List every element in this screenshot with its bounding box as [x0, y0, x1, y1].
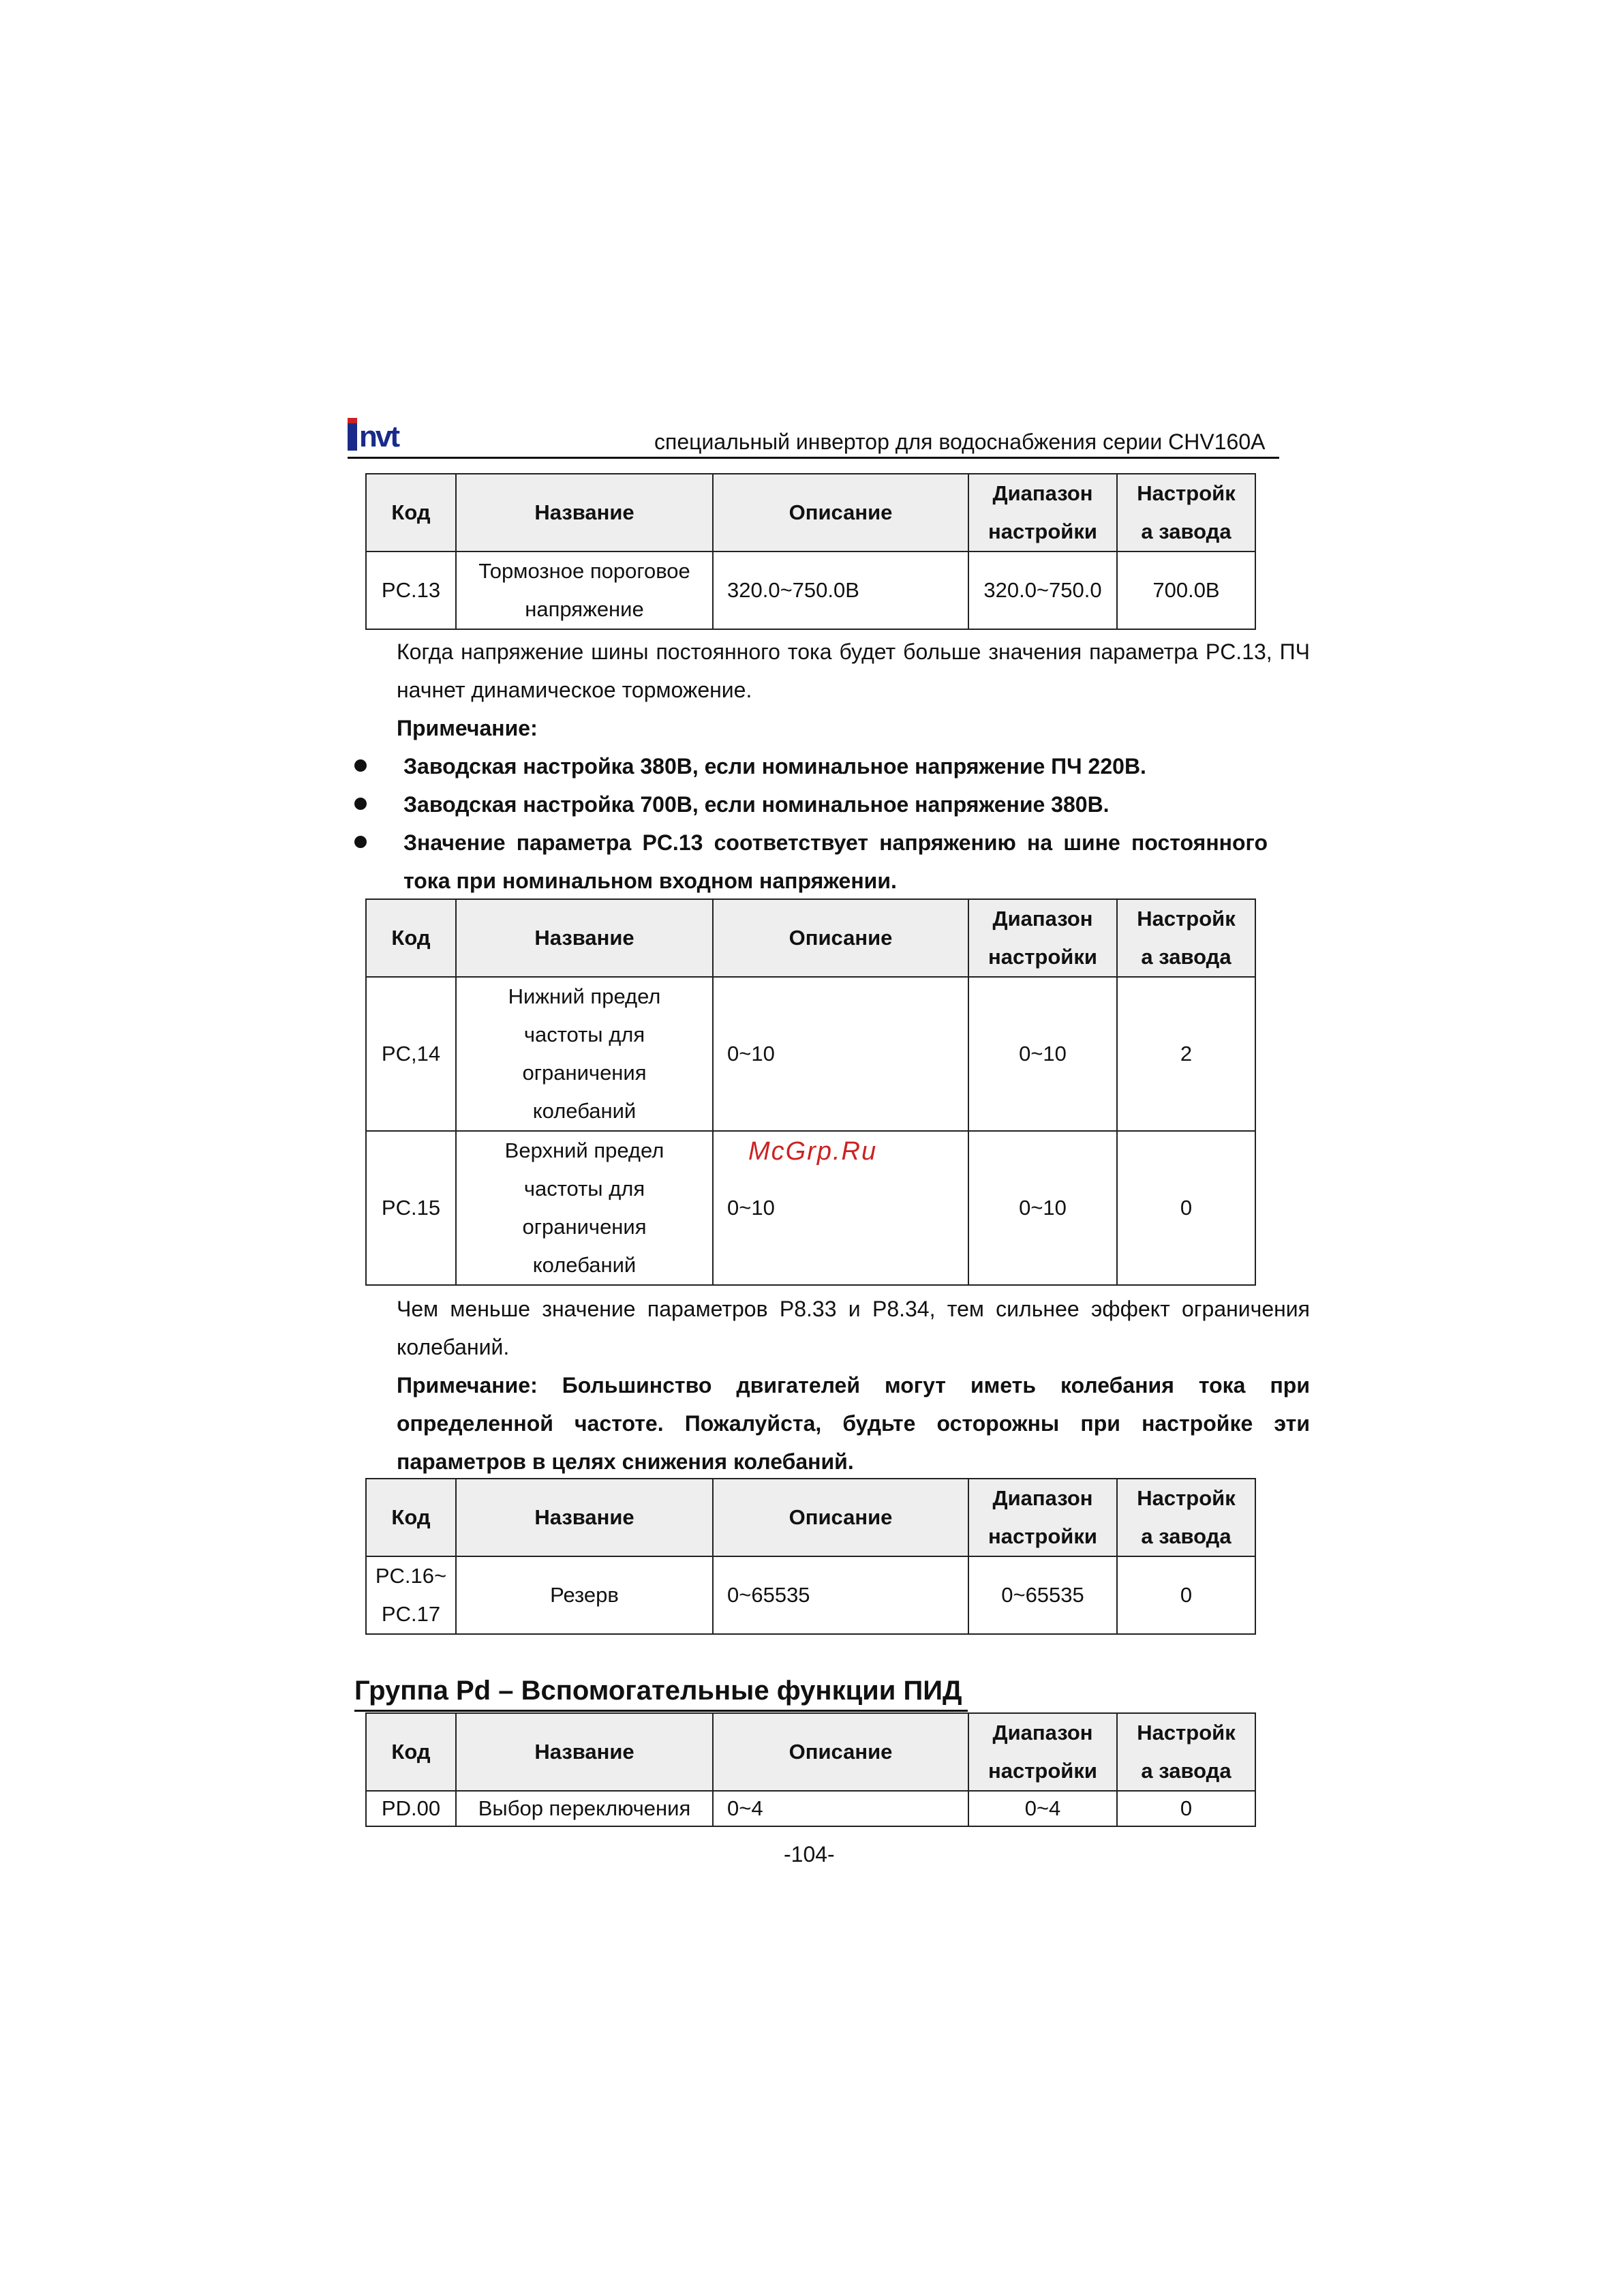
col-name: Название [456, 1479, 713, 1556]
cell-range: 0~65535 [968, 1556, 1117, 1634]
col-default [1117, 899, 1255, 977]
cell-code-line: PC.16~ [375, 1564, 447, 1588]
col-description: Описание [713, 1713, 968, 1791]
bullet-text: Заводская настройка 700В, если номинальное напряжение 380В. [403, 792, 1110, 817]
section-title-underline [354, 1710, 968, 1712]
cell-name-line: Нижний предел [508, 984, 661, 1008]
cell-code-line: PC.17 [381, 1602, 441, 1626]
cell-description: 0~10 [713, 977, 968, 1131]
cell-name [456, 977, 713, 1131]
cell-name-line: ограничения [522, 1215, 647, 1239]
cell-name-line: Верхний предел [504, 1138, 664, 1162]
parameter-table-pc13 [365, 473, 1256, 630]
document-header-title: специальный инвертор для водоснабжения серии CHV160A [654, 429, 1266, 454]
cell-default: 0 [1117, 1556, 1255, 1634]
header-divider [348, 457, 1279, 459]
table-header-row [366, 899, 1255, 977]
table-row [366, 552, 1255, 629]
col-code: Код [366, 1713, 456, 1791]
cell-default: 0 [1117, 1131, 1255, 1285]
col-range-line2: настройки [988, 1759, 1097, 1783]
col-range-line1: Диапазон [992, 907, 1093, 931]
parameter-table-pc14-pc15 [365, 898, 1256, 1286]
cell-name [456, 1131, 713, 1285]
cell-name: Выбор переключения [456, 1791, 713, 1826]
cell-code: PC.15 [366, 1131, 456, 1285]
cell-description: 320.0~750.0В [713, 552, 968, 629]
bullet-text: Значение параметра PC.13 соответствует напряжению на шине постоянного тока при номинальном входном напряжении. [403, 830, 1268, 893]
col-range-line2: настройки [988, 519, 1097, 543]
bullet-text: Заводская настройка 380В, если номинальное напряжение ПЧ 220В. [403, 754, 1146, 779]
cell-name: Резерв [456, 1556, 713, 1634]
list-item [354, 824, 1268, 900]
note-oscillation [354, 1366, 1310, 1481]
col-default-line1: Настройк [1137, 1721, 1236, 1744]
table-header-row [366, 1713, 1255, 1791]
cell-range: 0~4 [968, 1791, 1117, 1826]
list-item [354, 747, 1268, 785]
col-default-line1: Настройк [1137, 907, 1236, 931]
cell-code: PC.13 [366, 552, 456, 629]
cell-name-line: ограничения [522, 1061, 647, 1085]
cell-code: PC,14 [366, 977, 456, 1131]
cell-range: 0~10 [968, 977, 1117, 1131]
col-default [1117, 474, 1255, 552]
note-label: Примечание: [397, 1373, 538, 1398]
invt-logo [348, 418, 423, 451]
table-header-row [366, 474, 1255, 552]
table-row [366, 977, 1255, 1131]
table-row [366, 1791, 1255, 1826]
table-row [366, 1556, 1255, 1634]
table-header-row [366, 1479, 1255, 1556]
col-default-line2: а завода [1141, 519, 1231, 543]
bullet-icon [354, 836, 367, 848]
svg-text:nvt: nvt [359, 420, 398, 451]
col-range [968, 474, 1117, 552]
col-range-line2: настройки [988, 945, 1097, 969]
col-default-line1: Настройк [1137, 481, 1236, 505]
col-range [968, 1713, 1117, 1791]
col-code: Код [366, 474, 456, 552]
col-default-line2: а завода [1141, 1759, 1231, 1783]
bullet-icon [354, 759, 367, 772]
cell-default: 0 [1117, 1791, 1255, 1826]
col-code: Код [366, 899, 456, 977]
col-name: Название [456, 899, 713, 977]
col-description: Описание [713, 1479, 968, 1556]
cell-name-line: колебаний [532, 1099, 637, 1123]
cell-description: 0~65535 [713, 1556, 968, 1634]
col-range [968, 1479, 1117, 1556]
cell-name-line: напряжение [525, 597, 644, 621]
col-name: Название [456, 474, 713, 552]
note-text: Большинство двигателей могут иметь колебания тока при определенной частоте. Пожалуйста, будьте осторожны при настройке эти параметров в целях снижения колебаний. [397, 1373, 1310, 1474]
page-number: -104- [784, 1842, 835, 1867]
cell-name-line: частоты для [523, 1023, 645, 1046]
cell-description: 0~4 [713, 1791, 968, 1826]
cell-name-line: частоты для [523, 1177, 645, 1200]
watermark-text: McGrp.Ru [748, 1137, 878, 1166]
col-range-line1: Диапазон [992, 1721, 1093, 1744]
col-description: Описание [713, 474, 968, 552]
bullet-icon [354, 798, 367, 810]
cell-code: PD.00 [366, 1791, 456, 1826]
col-default [1117, 1479, 1255, 1556]
cell-default: 2 [1117, 977, 1255, 1131]
col-name: Название [456, 1713, 713, 1791]
paragraph-braking-description: Когда напряжение шины постоянного тока будет больше значения параметра PC.13, ПЧ начнет динамическое торможение. [397, 639, 1310, 702]
cell-default: 700.0В [1117, 552, 1255, 629]
parameter-table-pc16-pc17 [365, 1478, 1256, 1635]
col-default [1117, 1713, 1255, 1791]
col-range-line1: Диапазон [992, 481, 1093, 505]
col-default-line2: а завода [1141, 945, 1231, 969]
cell-description: 0~10 [713, 1131, 968, 1285]
col-range-line2: настройки [988, 1524, 1097, 1548]
cell-range: 320.0~750.0 [968, 552, 1117, 629]
col-code: Код [366, 1479, 456, 1556]
cell-name-line: Тормозное пороговое [478, 559, 690, 583]
cell-name-line: колебаний [532, 1253, 637, 1277]
parameter-table-pd00 [365, 1712, 1256, 1827]
col-range [968, 899, 1117, 977]
cell-name [456, 552, 713, 629]
notes-bullet-list [354, 747, 1268, 900]
note-label: Примечание: [397, 716, 538, 740]
col-default-line2: а завода [1141, 1524, 1231, 1548]
col-description: Описание [713, 899, 968, 977]
section-title-pd: Группа Pd – Вспомогательные функции ПИД [354, 1676, 962, 1706]
col-range-line1: Диапазон [992, 1486, 1093, 1510]
list-item [354, 785, 1268, 824]
col-default-line1: Настройк [1137, 1486, 1236, 1510]
cell-code [366, 1556, 456, 1634]
paragraph-oscillation-effect: Чем меньше значение параметров P8.33 и P8.34, тем сильнее эффект ограничения колебаний. [397, 1297, 1310, 1359]
cell-range: 0~10 [968, 1131, 1117, 1285]
